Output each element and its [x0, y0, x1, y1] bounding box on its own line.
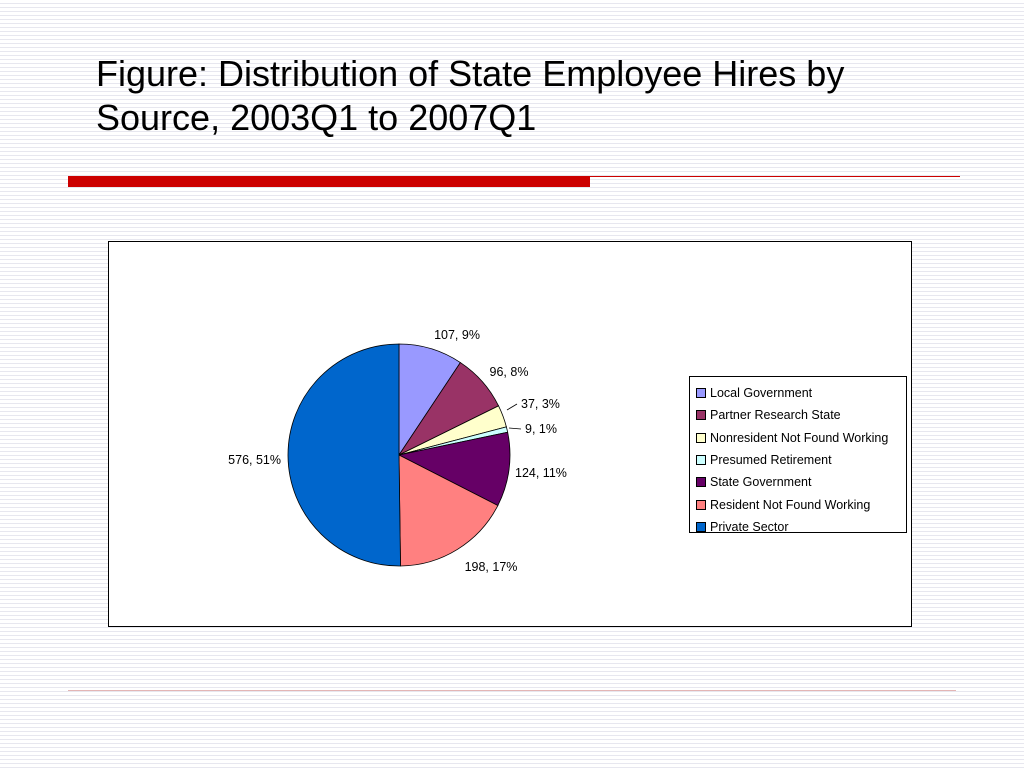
title-rule-thin	[590, 176, 960, 177]
data-label: 37, 3%	[521, 397, 560, 411]
legend-swatch	[696, 477, 706, 487]
legend-item	[696, 449, 906, 471]
data-label: 124, 11%	[515, 466, 567, 480]
legend-item	[696, 493, 906, 515]
title-rule	[68, 176, 960, 186]
chart-frame	[108, 241, 912, 627]
legend-swatch	[696, 500, 706, 510]
data-label: 9, 1%	[525, 422, 557, 436]
legend-swatch	[696, 410, 706, 420]
legend-label: Resident Not Found Working	[710, 497, 871, 512]
chart-legend	[689, 376, 907, 533]
legend-item	[696, 471, 906, 493]
slide-title-line-2: Source, 2003Q1 to 2007Q1	[96, 97, 537, 138]
legend-label: Partner Research State	[710, 408, 841, 423]
legend-label: Nonresident Not Found Working	[710, 430, 889, 445]
data-label: 107, 9%	[434, 328, 480, 342]
legend-item	[696, 404, 906, 426]
slide-title	[96, 52, 976, 140]
legend-label: Presumed Retirement	[710, 453, 832, 468]
pie-slice-private-sector	[288, 344, 401, 566]
legend-item	[696, 427, 906, 449]
data-label: 96, 8%	[489, 365, 529, 379]
data-label: 198, 17%	[464, 560, 518, 574]
legend-swatch	[696, 455, 706, 465]
legend-label: Private Sector	[710, 519, 789, 534]
bottom-rule	[68, 690, 956, 691]
legend-swatch	[696, 433, 706, 443]
legend-label: State Government	[710, 475, 812, 490]
title-rule-thick	[68, 176, 590, 187]
leader-line	[507, 404, 517, 410]
legend-item	[696, 516, 906, 538]
legend-swatch	[696, 522, 706, 532]
legend-swatch	[696, 388, 706, 398]
data-label: 576, 51%	[228, 453, 281, 467]
leader-line	[509, 428, 521, 429]
legend-label: Local Government	[710, 386, 813, 401]
slide-title-line-1: Figure: Distribution of State Employee Hires by	[96, 53, 845, 94]
legend-item	[696, 382, 906, 404]
